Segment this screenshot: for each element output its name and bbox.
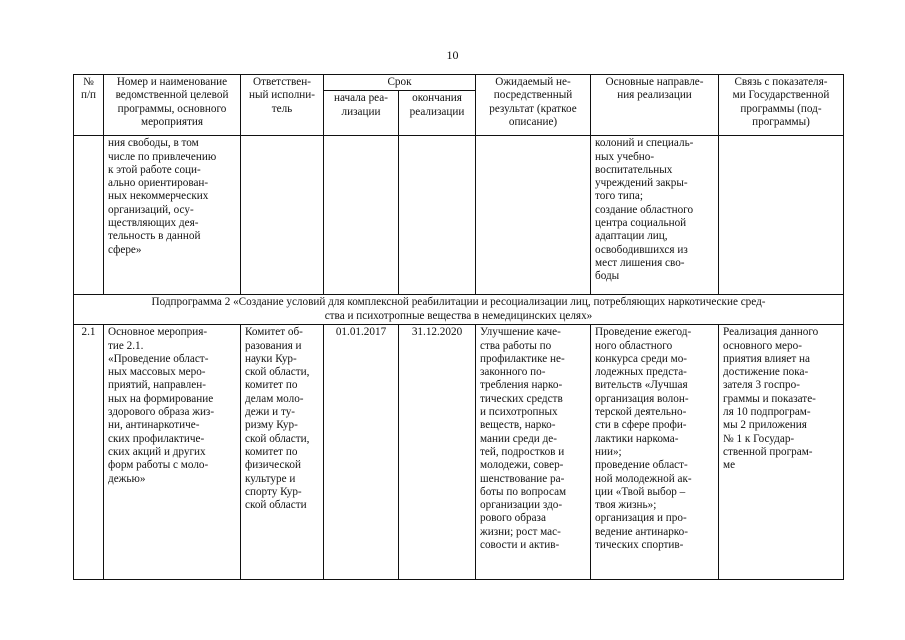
cell-directions: Проведение ежегод- ного областного конкурса среди мо- лодежных предста- вительств «Лучшая организация волон- терской деятельно- сти в сфере профи- лактики наркома- нии»; проведение област- ной молодежной ак- ции «Твой выбор – твоя жизнь»; организация и про- ведение антинарко- тических спортив-	[591, 325, 719, 580]
cell-start: 01.01.2017	[324, 325, 399, 580]
cell-name: Основное мероприя- тие 2.1. «Проведение област- ных массовых меро- приятий, направлен- ных на формирование здорового образа жиз- ни, антинаркотиче- ских профилактиче- ских акций и других форм работы с моло- дежью»	[104, 325, 241, 580]
header-link: Связь с показателя- ми Государственной программы (под- программы)	[719, 75, 844, 136]
cell-link	[719, 136, 844, 295]
cell-num	[74, 136, 104, 295]
table-row-subprogram	[74, 295, 844, 325]
cell-executor: Комитет об- разования и науки Кур- ской области, комитет по делам моло- дежи и ту- ризму Кур- ской области, комитет по физической культуре и спорту Кур- ской области	[241, 325, 324, 580]
header-num: № п/п	[74, 75, 104, 136]
cell-directions: колоний и специаль- ных учебно- воспитательных учреждений закры- того типа; создание областного центра социальной адаптации лиц, освободившихся из мест лишения сво- боды	[591, 136, 719, 295]
subprogram-title: Подпрограмма 2 «Создание условий для комплексной реабилитации и ресоциализации лиц, потребляющих наркотические сред- ства и психотропные вещества в немедицинских целях»	[74, 295, 844, 325]
header-result: Ожидаемый не- посредственный результат (краткое описание)	[476, 75, 591, 136]
header-period: Срок	[324, 75, 476, 91]
cell-num: 2.1	[74, 325, 104, 580]
cell-start	[324, 136, 399, 295]
header-name: Номер и наименование ведомственной целевой программы, основного мероприятия	[104, 75, 241, 136]
cell-end: 31.12.2020	[399, 325, 476, 580]
table-header-row	[74, 75, 844, 91]
cell-result	[476, 136, 591, 295]
program-table	[73, 74, 844, 580]
cell-executor	[241, 136, 324, 295]
table-row-2-1	[74, 325, 844, 580]
header-period-start: начала реа- лизации	[324, 91, 399, 136]
header-directions: Основные направле- ния реализации	[591, 75, 719, 136]
cell-end	[399, 136, 476, 295]
cell-name: ния свободы, в том числе по привлечению к этой работе соци- ально ориентирован- ных некоммерческих организаций, осу- ществляющих дея- тельность в данной сфере»	[104, 136, 241, 295]
cell-link: Реализация данного основного меро- приятия влияет на достижение пока- зателя 3 госпро- граммы и показате- ля 10 подпрограм- мы 2 приложения № 1 к Государ- ственной програм- ме	[719, 325, 844, 580]
header-period-end: окончания реализации	[399, 91, 476, 136]
table-row-continuation	[74, 136, 844, 295]
cell-result: Улучшение каче- ства работы по профилактике не- законного по- требления нарко- тических средств и психотропных веществ, нарко- мании среди де- тей, подростков и молодежи, совер- шенствование ра- боты по вопросам организации здо- рового образа жизни; рост мас- совости и актив-	[476, 325, 591, 580]
page-number: 10	[446, 48, 459, 62]
header-executor: Ответствен- ный исполни- тель	[241, 75, 324, 136]
